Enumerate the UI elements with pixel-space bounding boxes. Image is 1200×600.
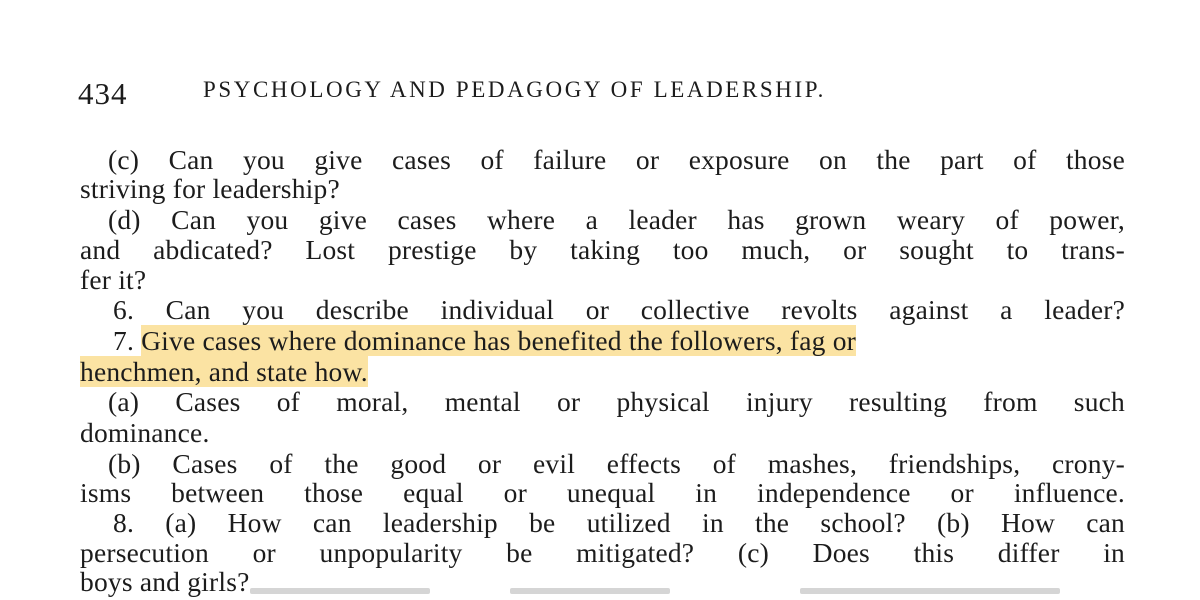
cut-off-glyph-trace: [250, 588, 430, 594]
text-line: dominance.: [80, 417, 210, 448]
text-line: fer it?: [80, 264, 147, 295]
text-line: boys and girls?: [80, 566, 250, 597]
text-line: 6. Can you describe individual or collective revolts against a leader?: [113, 294, 1125, 325]
text-line: (a) Cases of moral, mental or physical injury resulting from such: [108, 386, 1125, 417]
highlighted-line: [80, 357, 1125, 387]
cut-off-glyph-trace: [510, 588, 670, 594]
item-number: 7.: [113, 325, 142, 356]
text-line: (d) Can you give cases where a leader has grown weary of power,: [108, 204, 1125, 235]
highlighted-line: [80, 326, 1125, 356]
highlighted-text[interactable]: Give cases where dominance has benefited the followers, fag or: [141, 325, 857, 356]
text-line: (c) Can you give cases of failure or exposure on the part of those: [108, 144, 1125, 175]
text-line: persecution or unpopularity be mitigated? (c) Does this differ in: [80, 537, 1125, 568]
running-title: PSYCHOLOGY AND PEDAGOGY OF LEADERSHIP.: [203, 77, 826, 102]
highlighted-text[interactable]: henchmen, and state how.: [80, 356, 368, 387]
page-header: [0, 72, 1200, 112]
text-line: 8. (a) How can leadership be utilized in the school? (b) How can: [113, 507, 1125, 538]
cut-off-glyph-trace: [800, 588, 1060, 594]
text-line: isms between those equal or unequal in independence or influence.: [80, 477, 1125, 508]
page-number: 434: [78, 76, 128, 111]
text-line: (b) Cases of the good or evil effects of mashes, friendships, crony-: [108, 448, 1125, 479]
text-line: and abdicated? Lost prestige by taking too much, or sought to trans-: [80, 234, 1125, 265]
text-line: striving for leadership?: [80, 173, 340, 204]
cut-off-next-line: [80, 584, 1125, 600]
